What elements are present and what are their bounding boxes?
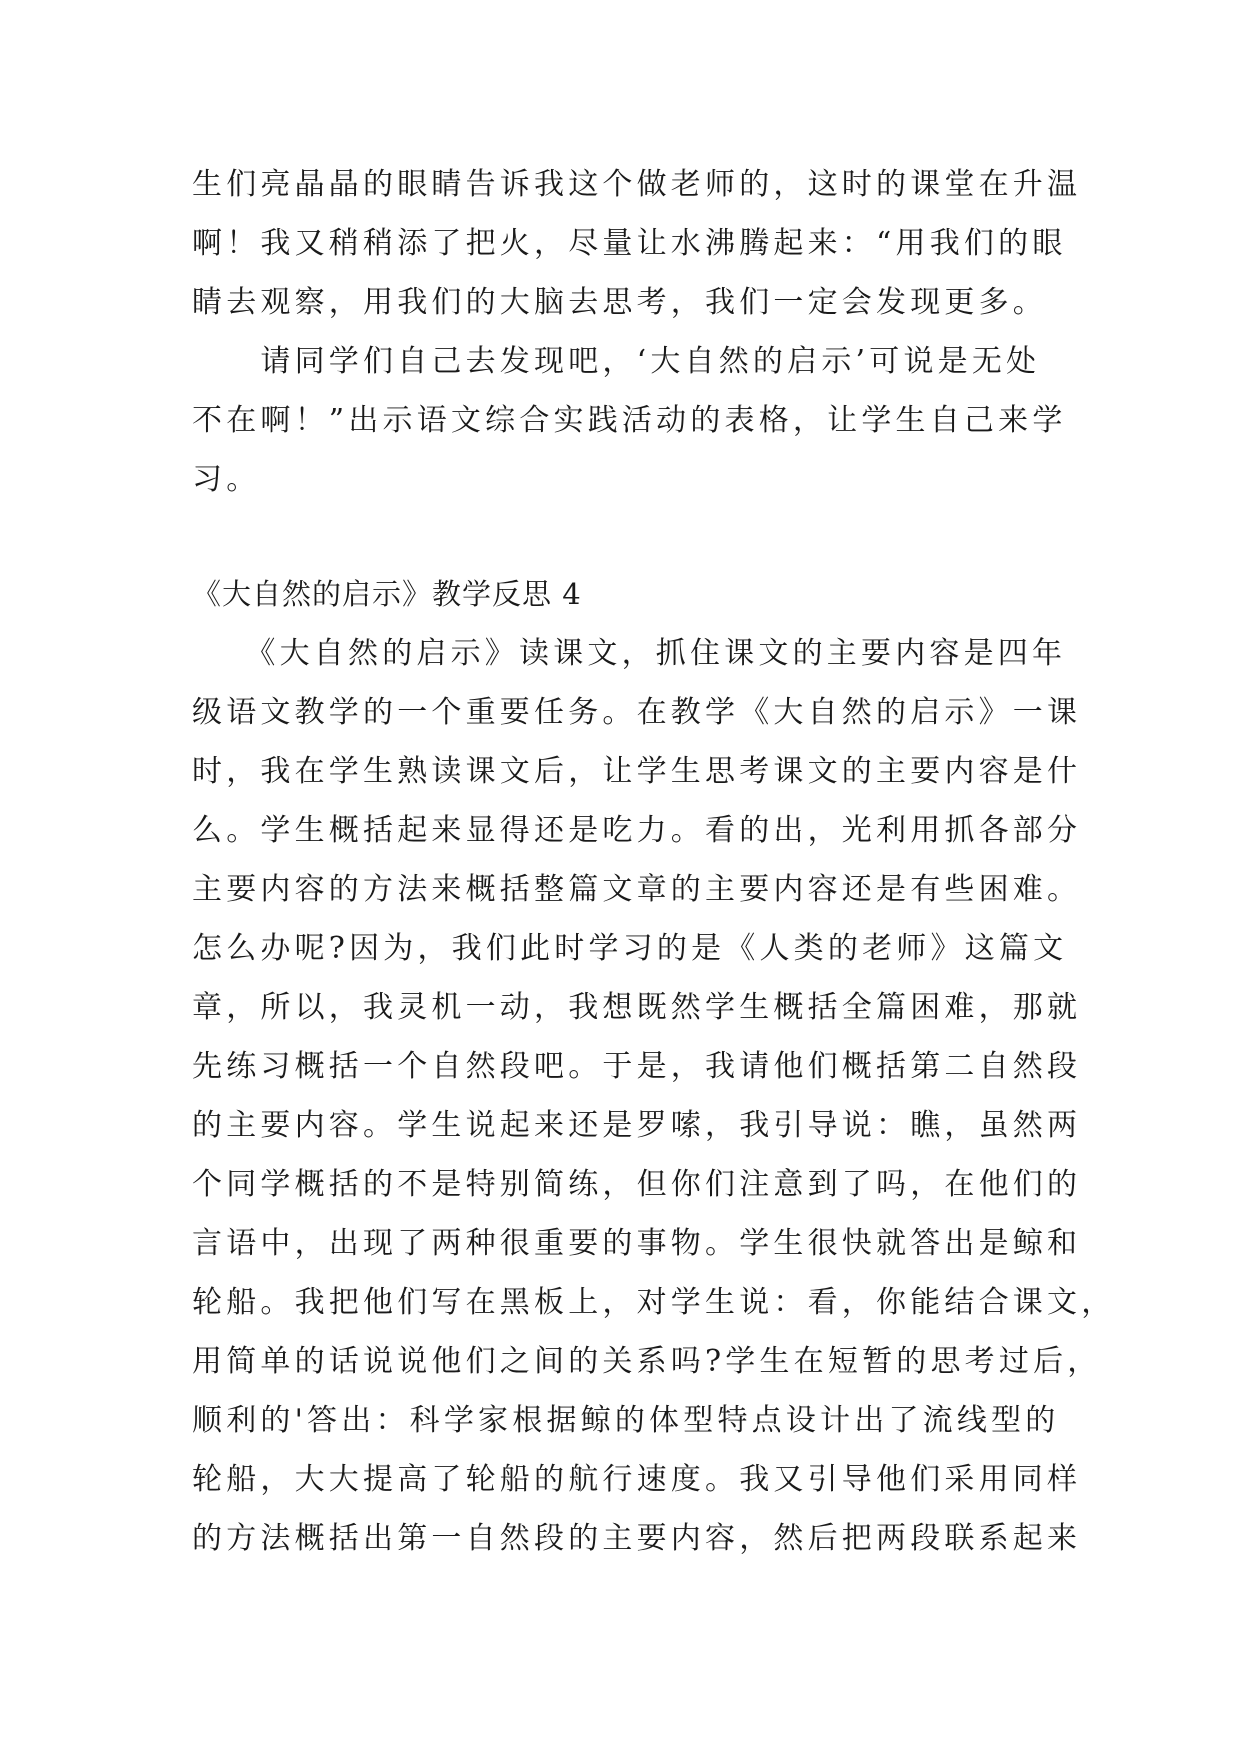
section-heading <box>192 565 1054 624</box>
text-line: 请同学们自己去发现吧，‘大自然的启示’可说是无处 <box>192 344 1041 379</box>
text-line: 言语中，出现了两种很重要的事物。学生很快就答出是鲸和 <box>192 1226 1082 1261</box>
text-line: 怎么办呢?因为，我们此时学习的是《人类的老师》这篇文 <box>192 931 1068 966</box>
text-line: 生们亮晶晶的眼睛告诉我这个做老师的，这时的课堂在升温 <box>192 167 1082 202</box>
text-line: 睛去观察，用我们的大脑去思考，我们一定会发现更多。 <box>192 285 1047 320</box>
text-line: 轮船。我把他们写在黑板上，对学生说：看，你能结合课文， <box>192 1285 1116 1320</box>
paragraph-main <box>192 624 1116 1568</box>
text-line: 轮船，大大提高了轮船的航行速度。我又引导他们采用同样 <box>192 1462 1082 1497</box>
text-line: 《大自然的启示》读课文，抓住课文的主要内容是四年 <box>192 636 1067 671</box>
text-line: 个同学概括的不是特别简练，但你们注意到了吗，在他们的 <box>192 1167 1082 1202</box>
text-line: 习。 <box>192 462 261 497</box>
text-line: 先练习概括一个自然段吧。于是，我请他们概括第二自然段 <box>192 1049 1082 1084</box>
text-line: 章，所以，我灵机一动，我想既然学生概括全篇困难，那就 <box>192 990 1082 1025</box>
heading-text: 《大自然的启示》教学反思 4 <box>192 577 582 611</box>
text-line: 级语文教学的一个重要任务。在教学《大自然的启示》一课 <box>192 695 1082 730</box>
text-line: 主要内容的方法来概括整篇文章的主要内容还是有些困难。 <box>192 872 1082 907</box>
text-line: 顺利的'答出：科学家根据鲸的体型特点设计出了流线型的 <box>192 1403 1060 1438</box>
text-line: 啊！我又稍稍添了把火，尽量让水沸腾起来：“用我们的眼 <box>192 226 1067 261</box>
text-line: 的主要内容。学生说起来还是罗嗦，我引导说：瞧，虽然两 <box>192 1108 1082 1143</box>
text-line: 的方法概括出第一自然段的主要内容，然后把两段联系起来 <box>192 1521 1082 1556</box>
text-line: 不在啊！”出示语文综合实践活动的表格，让学生自己来学 <box>192 403 1067 438</box>
text-line: 时，我在学生熟读课文后，让学生思考课文的主要内容是什 <box>192 754 1082 789</box>
text-line: 么。学生概括起来显得还是吃力。看的出，光利用抓各部分 <box>192 813 1082 848</box>
paragraph-second <box>192 332 1067 509</box>
paragraph-continued <box>192 155 1082 332</box>
text-line: 用简单的话说说他们之间的关系吗?学生在短暂的思考过后， <box>192 1344 1102 1379</box>
